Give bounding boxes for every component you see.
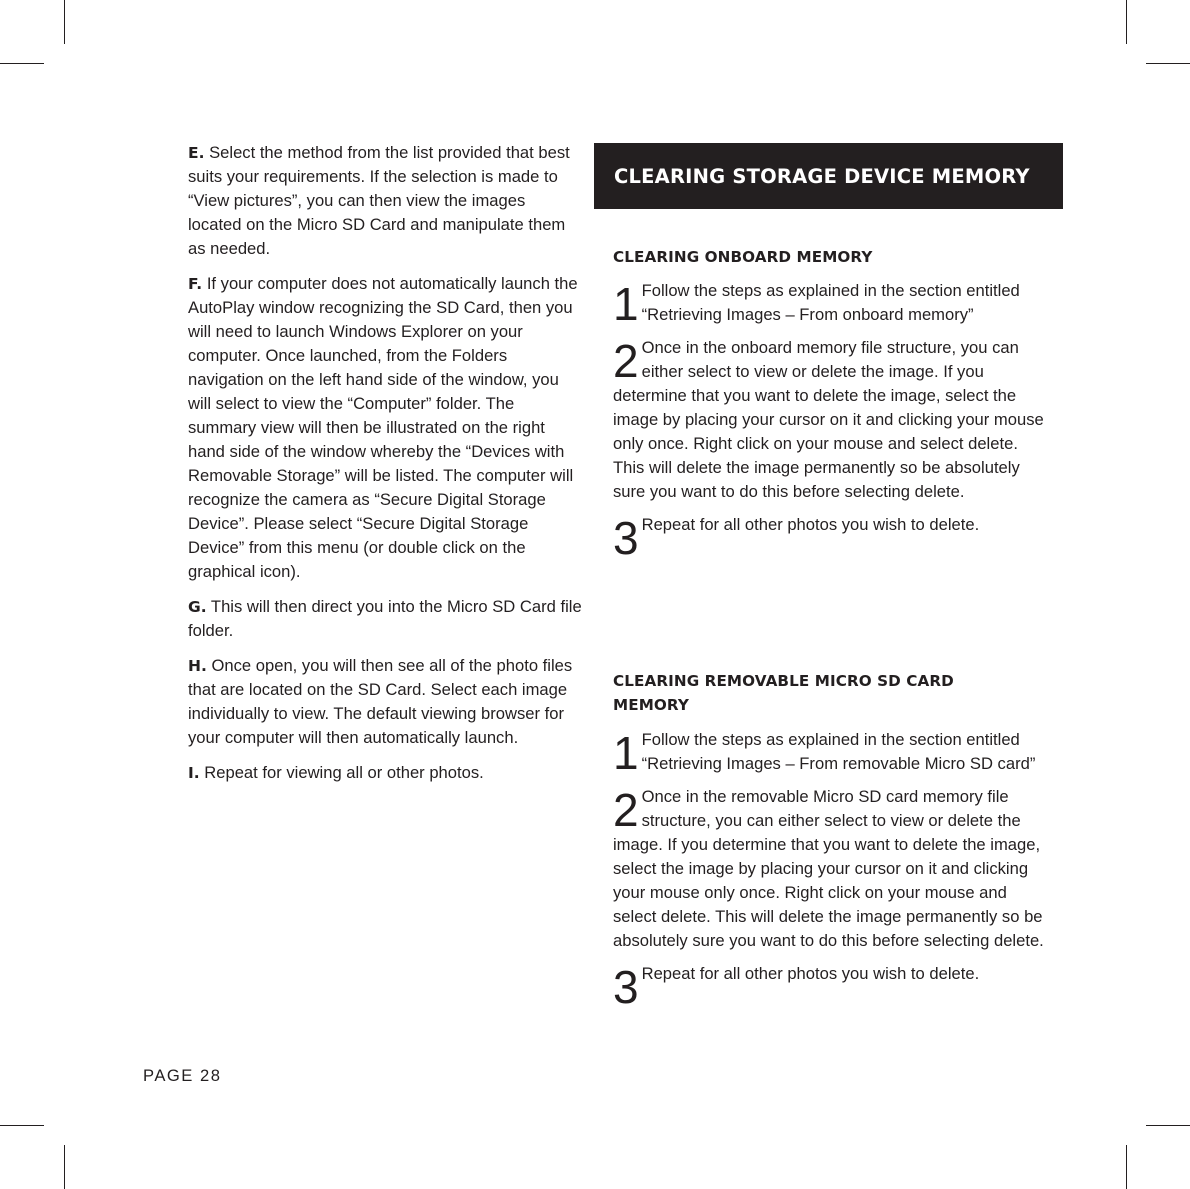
step-letter: F. <box>188 275 203 293</box>
step-item <box>613 961 1053 1013</box>
step-item <box>613 336 1053 504</box>
page-number: PAGE 28 <box>143 1066 222 1085</box>
section-heading: CLEARING REMOVABLE MICRO SD CARD MEMORY <box>613 672 954 714</box>
step-text: Once in the onboard memory file structure, you can either select to view or delete the image. If you determine that you want to delete the image, select the image by placing your cursor on it and clicking your mouse only once. Right click on your mouse and select delete. This will delete the image permanently so be absolutely sure you want to do this before selecting delete. <box>613 338 1044 501</box>
step-text: Once in the removable Micro SD card memory file structure, you can either select to view or delete the image. If you determine that you want to delete the image, select the image by placing your cursor on it and clicking your mouse only once. Right click on your mouse and select delete. This will delete the image permanently so be absolutely sure you want to do this before selecting delete. <box>613 787 1044 950</box>
section-banner: CLEARING STORAGE DEVICE MEMORY <box>594 143 1063 209</box>
paragraph-h <box>188 654 583 750</box>
step-letter: H. <box>188 657 207 675</box>
step-text: Follow the steps as explained in the section entitled “Retrieving Images – From removable Micro SD card” <box>641 730 1036 773</box>
step-letter: I. <box>188 764 200 782</box>
paragraph-g <box>188 595 583 643</box>
paragraph-e <box>188 141 583 261</box>
paragraph-text: Once open, you will then see all of the photo files that are located on the SD Card. Select each image individually to view. The default viewing browser for your computer will then automatically launch. <box>188 656 573 747</box>
paragraph-f <box>188 272 583 584</box>
paragraph-text: This will then direct you into the Micro SD Card file folder. <box>188 597 582 640</box>
step-item <box>613 512 1053 564</box>
paragraph-i <box>188 761 583 785</box>
crop-mark <box>0 63 44 64</box>
step-text: Repeat for all other photos you wish to delete. <box>641 515 980 534</box>
step-item <box>613 785 1053 953</box>
onboard-section <box>613 245 1053 564</box>
crop-mark <box>1146 1125 1190 1126</box>
step-letter: G. <box>188 598 207 616</box>
removable-section <box>613 669 993 727</box>
step-text: Follow the steps as explained in the section entitled “Retrieving Images – From onboard memory” <box>641 281 1020 324</box>
step-item <box>613 278 1053 330</box>
removable-steps <box>613 727 1053 1013</box>
step-item <box>613 727 1053 779</box>
paragraph-text: Select the method from the list provided that best suits your requirements. If the selection is made to “View pictures”, you can then view the images located on the Micro SD Card and manipulate them as needed. <box>188 143 570 258</box>
step-number: 2 <box>613 335 639 387</box>
paragraph-text: If your computer does not automatically launch the AutoPlay window recognizing the SD Card, then you will need to launch Windows Explorer on your computer. Once launched, from the Folders navigation on the left hand side of the window, you will select to view the “Computer” folder. The summary view will then be illustrated on the right hand side of the window whereby the “Devices with Removable Storage” will be listed. The computer will recognize the camera as “Secure Digital Storage Device”. Please select “Secure Digital Storage Device” from this menu (or double click on the graphical icon). <box>188 274 578 581</box>
crop-mark <box>1126 0 1127 44</box>
step-number: 2 <box>613 784 639 836</box>
left-column <box>188 141 583 796</box>
crop-mark <box>64 0 65 44</box>
crop-mark <box>1146 63 1190 64</box>
step-number: 1 <box>613 278 639 330</box>
crop-mark <box>64 1145 65 1189</box>
step-text: Repeat for all other photos you wish to delete. <box>641 964 980 983</box>
step-number: 3 <box>613 512 639 564</box>
step-number: 3 <box>613 961 639 1013</box>
step-letter: E. <box>188 144 205 162</box>
section-heading: CLEARING ONBOARD MEMORY <box>613 248 873 266</box>
crop-mark <box>0 1125 44 1126</box>
paragraph-text: Repeat for viewing all or other photos. <box>199 763 484 782</box>
step-number: 1 <box>613 727 639 779</box>
crop-mark <box>1126 1145 1127 1189</box>
